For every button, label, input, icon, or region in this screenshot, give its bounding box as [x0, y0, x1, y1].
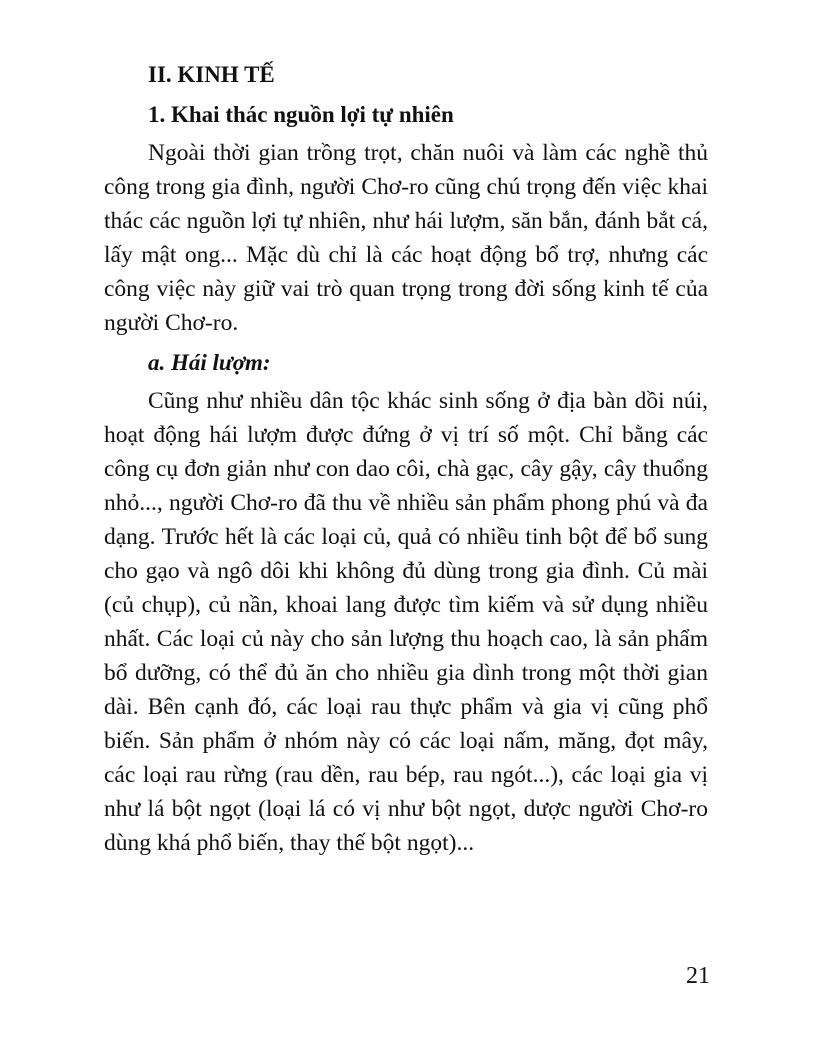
- paragraph-intro: Ngoài thời gian trồng trọt, chăn nuôi và làm các nghề thủ công trong gia đình, người Chơ-ro cũng chú trọng đến việc khai thác các nguồn lợi tự nhiên, như hái lượm, săn bắn, đánh bắt cá, lấy mật ong... Mặc dù chỉ là các hoạt động bổ trợ, nhưng các công việc này giữ vai trò quan trọng trong đời sống kinh tế của người Chơ-ro.: [104, 140, 708, 336]
- subsection-a-heading: a. Hái lượm:: [148, 350, 271, 375]
- page-content: [104, 58, 708, 860]
- section-heading: II. KINH TẾ: [148, 62, 275, 87]
- page-number: 21: [686, 963, 710, 989]
- subsection-heading: 1. Khai thác nguồn lợi tự nhiên: [148, 102, 454, 127]
- paragraph-hai-luom: Cũng như nhiều dân tộc khác sinh sống ở địa bàn dồi núi, hoạt động hái lượm được đứng ở vị trí số một. Chỉ bằng các công cụ đơn giản như con dao côi, chà gạc, cây gậy, cây thuổng nhỏ..., người Chơ-ro đã thu về nhiều sản phẩm phong phú và đa dạng. Trước hết là các loại củ, quả có nhiều tinh bột để bổ sung cho gạo và ngô dôi khi không đủ dùng trong gia đình. Củ mài (củ chụp), củ nần, khoai lang được tìm kiếm và sử dụng nhiều nhất. Các loại củ này cho sản lượng thu hoạch cao, là sản phẩm bổ dưỡng, có thể đủ ăn cho nhiều gia dình trong một thời gian dài. Bên cạnh đó, các loại rau thực phẩm và gia vị cũng phổ biến. Sản phẩm ở nhóm này có các loại nấm, măng, đọt mây, các loại rau rừng (rau dền, rau bép, rau ngót...), các loại gia vị như lá bột ngọt (loại lá có vị như bột ngọt, dược người Chơ-ro dùng khá phổ biến, thay thế bột ngọt)...: [104, 388, 708, 856]
